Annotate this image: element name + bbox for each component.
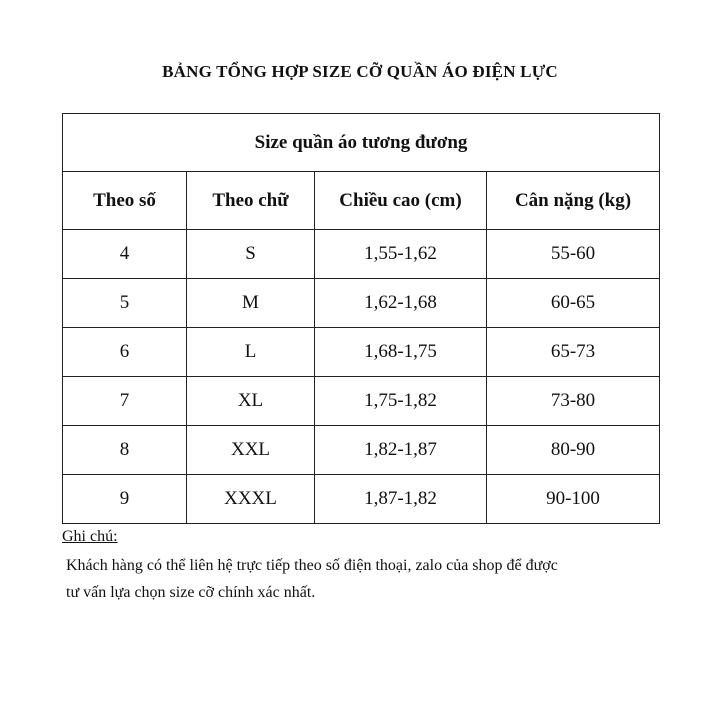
- cell-letter: XXXL: [187, 475, 315, 524]
- table-row: [63, 426, 660, 475]
- cell-number: 4: [63, 230, 187, 279]
- cell-height: 1,62-1,68: [315, 279, 487, 328]
- header-height: Chiều cao (cm): [315, 172, 487, 230]
- table-row: [63, 377, 660, 426]
- table-row: [63, 230, 660, 279]
- table-caption-row: [63, 114, 660, 172]
- cell-weight: 60-65: [487, 279, 660, 328]
- note-label: Ghi chú:: [62, 528, 118, 545]
- cell-letter: XL: [187, 377, 315, 426]
- cell-number: 6: [63, 328, 187, 377]
- table-row: [63, 328, 660, 377]
- note-line: tư vấn lựa chọn size cỡ chính xác nhất.: [66, 584, 316, 601]
- table-row: [63, 279, 660, 328]
- cell-number: 7: [63, 377, 187, 426]
- cell-height: 1,68-1,75: [315, 328, 487, 377]
- cell-height: 1,75-1,82: [315, 377, 487, 426]
- cell-number: 5: [63, 279, 187, 328]
- cell-letter: L: [187, 328, 315, 377]
- size-table: [62, 113, 660, 524]
- note-text: [66, 552, 666, 606]
- page-title: BẢNG TỔNG HỢP SIZE CỠ QUẦN ÁO ĐIỆN LỰC: [162, 62, 558, 81]
- cell-height: 1,87-1,82: [315, 475, 487, 524]
- cell-number: 8: [63, 426, 187, 475]
- note-line: Khách hàng có thể liên hệ trực tiếp theo số điện thoại, zalo của shop để được: [66, 557, 558, 574]
- cell-height: 1,82-1,87: [315, 426, 487, 475]
- cell-weight: 65-73: [487, 328, 660, 377]
- cell-weight: 73-80: [487, 377, 660, 426]
- header-weight: Cân nặng (kg): [487, 172, 660, 230]
- cell-number: 9: [63, 475, 187, 524]
- table-header-row: [63, 172, 660, 230]
- cell-height: 1,55-1,62: [315, 230, 487, 279]
- header-number-size: Theo số: [63, 172, 187, 230]
- cell-letter: XXL: [187, 426, 315, 475]
- cell-weight: 90-100: [487, 475, 660, 524]
- table-row: [63, 475, 660, 524]
- cell-weight: 80-90: [487, 426, 660, 475]
- cell-letter: S: [187, 230, 315, 279]
- header-letter-size: Theo chữ: [187, 172, 315, 230]
- cell-letter: M: [187, 279, 315, 328]
- table-caption: Size quần áo tương đương: [63, 114, 660, 172]
- cell-weight: 55-60: [487, 230, 660, 279]
